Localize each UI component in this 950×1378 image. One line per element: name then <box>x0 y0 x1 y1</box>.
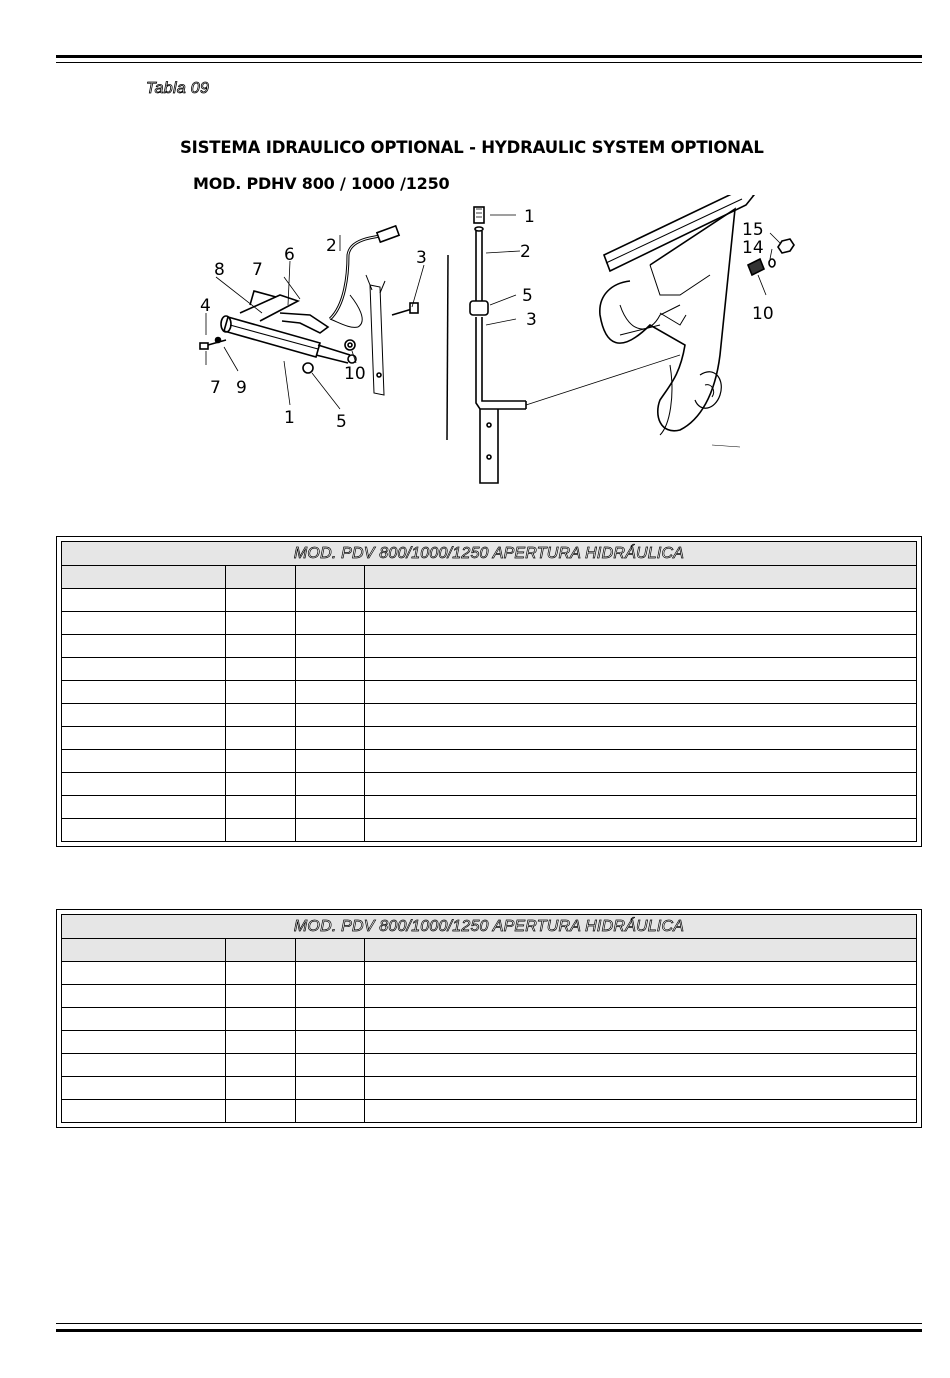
table-row <box>62 727 917 750</box>
figure-model: MOD. PDHV 800 / 1000 /1250 <box>193 174 450 193</box>
hydraulic-system-drawing <box>180 195 800 490</box>
table-row <box>62 704 917 727</box>
callout-right-15: 15 <box>742 220 764 240</box>
header-rule-thick <box>56 55 922 58</box>
callout-right-14: 14 <box>742 238 764 258</box>
footer-rule-thick <box>56 1329 922 1332</box>
callout-left-3: 3 <box>416 248 427 268</box>
callout-middle-1: 1 <box>524 207 535 227</box>
parts-table-1 <box>56 536 922 847</box>
table-row <box>62 612 917 635</box>
callout-left-10: 10 <box>344 364 366 384</box>
table-row <box>62 985 917 1008</box>
callout-left-5: 5 <box>336 412 347 432</box>
table-row <box>62 750 917 773</box>
table-row <box>62 1077 917 1100</box>
table-header-row <box>62 566 917 589</box>
left-assembly-drawing <box>200 226 424 409</box>
table-label: Tabla 09 <box>146 80 210 97</box>
footer-rule-thin <box>56 1323 922 1324</box>
figure-title: SISTEMA IDRAULICO OPTIONAL - HYDRAULIC SYSTEM OPTIONAL <box>180 138 764 157</box>
table-row <box>62 962 917 985</box>
callout-middle-5: 5 <box>522 286 533 306</box>
table-row <box>62 796 917 819</box>
table-row <box>62 1031 917 1054</box>
table-row <box>62 635 917 658</box>
table-header-row <box>62 939 917 962</box>
callout-left-1: 1 <box>284 408 295 428</box>
callout-left-8: 8 <box>214 260 225 280</box>
callout-left-7-top: 7 <box>252 260 263 280</box>
callout-left-6: 6 <box>284 245 295 265</box>
callout-right-10: 10 <box>752 304 774 324</box>
callout-left-9: 9 <box>236 378 247 398</box>
table-caption: MOD. PDV 800/1000/1250 APERTURA HIDRÁULICA <box>62 915 917 939</box>
table-row <box>62 681 917 704</box>
callout-left-4: 4 <box>200 296 211 316</box>
callout-left-7-bottom: 7 <box>210 378 221 398</box>
table-row <box>62 1008 917 1031</box>
table-row <box>62 819 917 842</box>
table-row <box>62 658 917 681</box>
header-rule-thin <box>56 62 922 63</box>
parts-table-2 <box>56 909 922 1128</box>
table-caption: MOD. PDV 800/1000/1250 APERTURA HIDRÁULICA <box>62 542 917 566</box>
table-row <box>62 1054 917 1077</box>
table-row <box>62 773 917 796</box>
table-row <box>62 1100 917 1123</box>
callout-left-2: 2 <box>326 236 337 256</box>
table-row <box>62 589 917 612</box>
callout-middle-2: 2 <box>520 242 531 262</box>
callout-middle-3: 3 <box>526 310 537 330</box>
